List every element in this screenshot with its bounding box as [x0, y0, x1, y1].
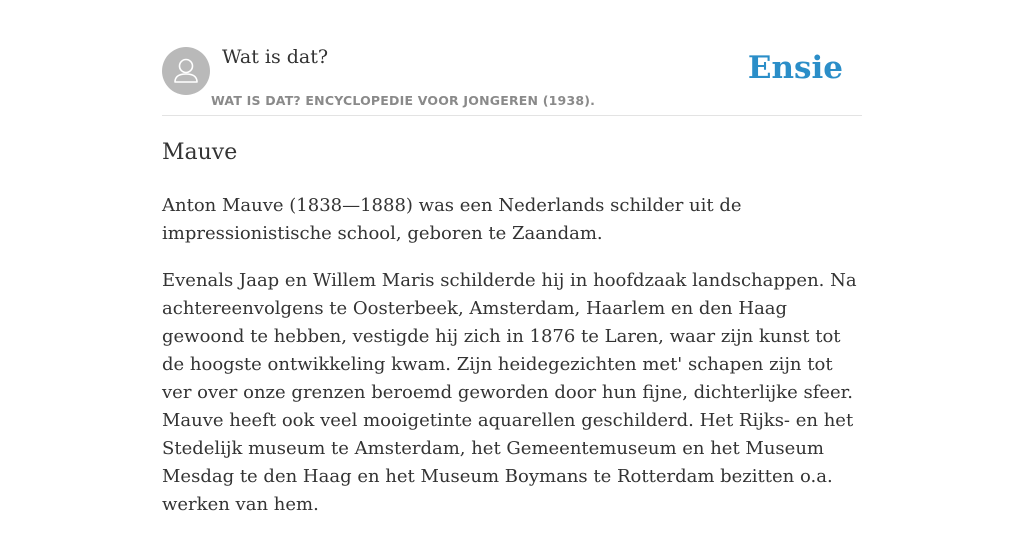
user-icon — [162, 47, 210, 95]
entry-paragraph: Anton Mauve (1838—1888) was een Nederlands schilder uit de impressionistische school, geboren te Zaandam. — [162, 195, 742, 244]
entry-paragraph: Evenals Jaap en Willem Maris schilderde hij in hoofdzaak landschappen. Na achtereenvolgens te Oosterbeek, Amsterdam, Haarlem en den Haag gewoond te hebben, vestigde hij zich in 1876 te Laren, waar zijn kunst tot de hoogste ontwikkeling kwam. Zijn heidegezichten met' schapen zijn tot ver over onze grenzen beroemd geworden door hun fijne, dichterlijke sfeer. Mauve heeft ook veel mooigetinte aquarellen geschilderd. Het Rijks- en het Stedelijk museum te Amsterdam, het Gemeentemuseum en het Museum Mesdag te den Haag en het Museum Boymans te Rotterdam bezitten o.a. werken van hem. — [162, 270, 857, 515]
ensie-logo[interactable]: Ensie — [747, 50, 843, 86]
source-header — [162, 0, 862, 116]
source-subtitle: WAT IS DAT? ENCYCLOPEDIE VOOR JONGEREN (1938). — [211, 93, 596, 108]
entry-body — [162, 192, 862, 538]
source-avatar[interactable] — [162, 47, 210, 95]
page-container — [162, 0, 862, 515]
source-title-link[interactable]: Wat is dat? — [222, 46, 329, 68]
entry-title: Mauve — [162, 140, 238, 165]
